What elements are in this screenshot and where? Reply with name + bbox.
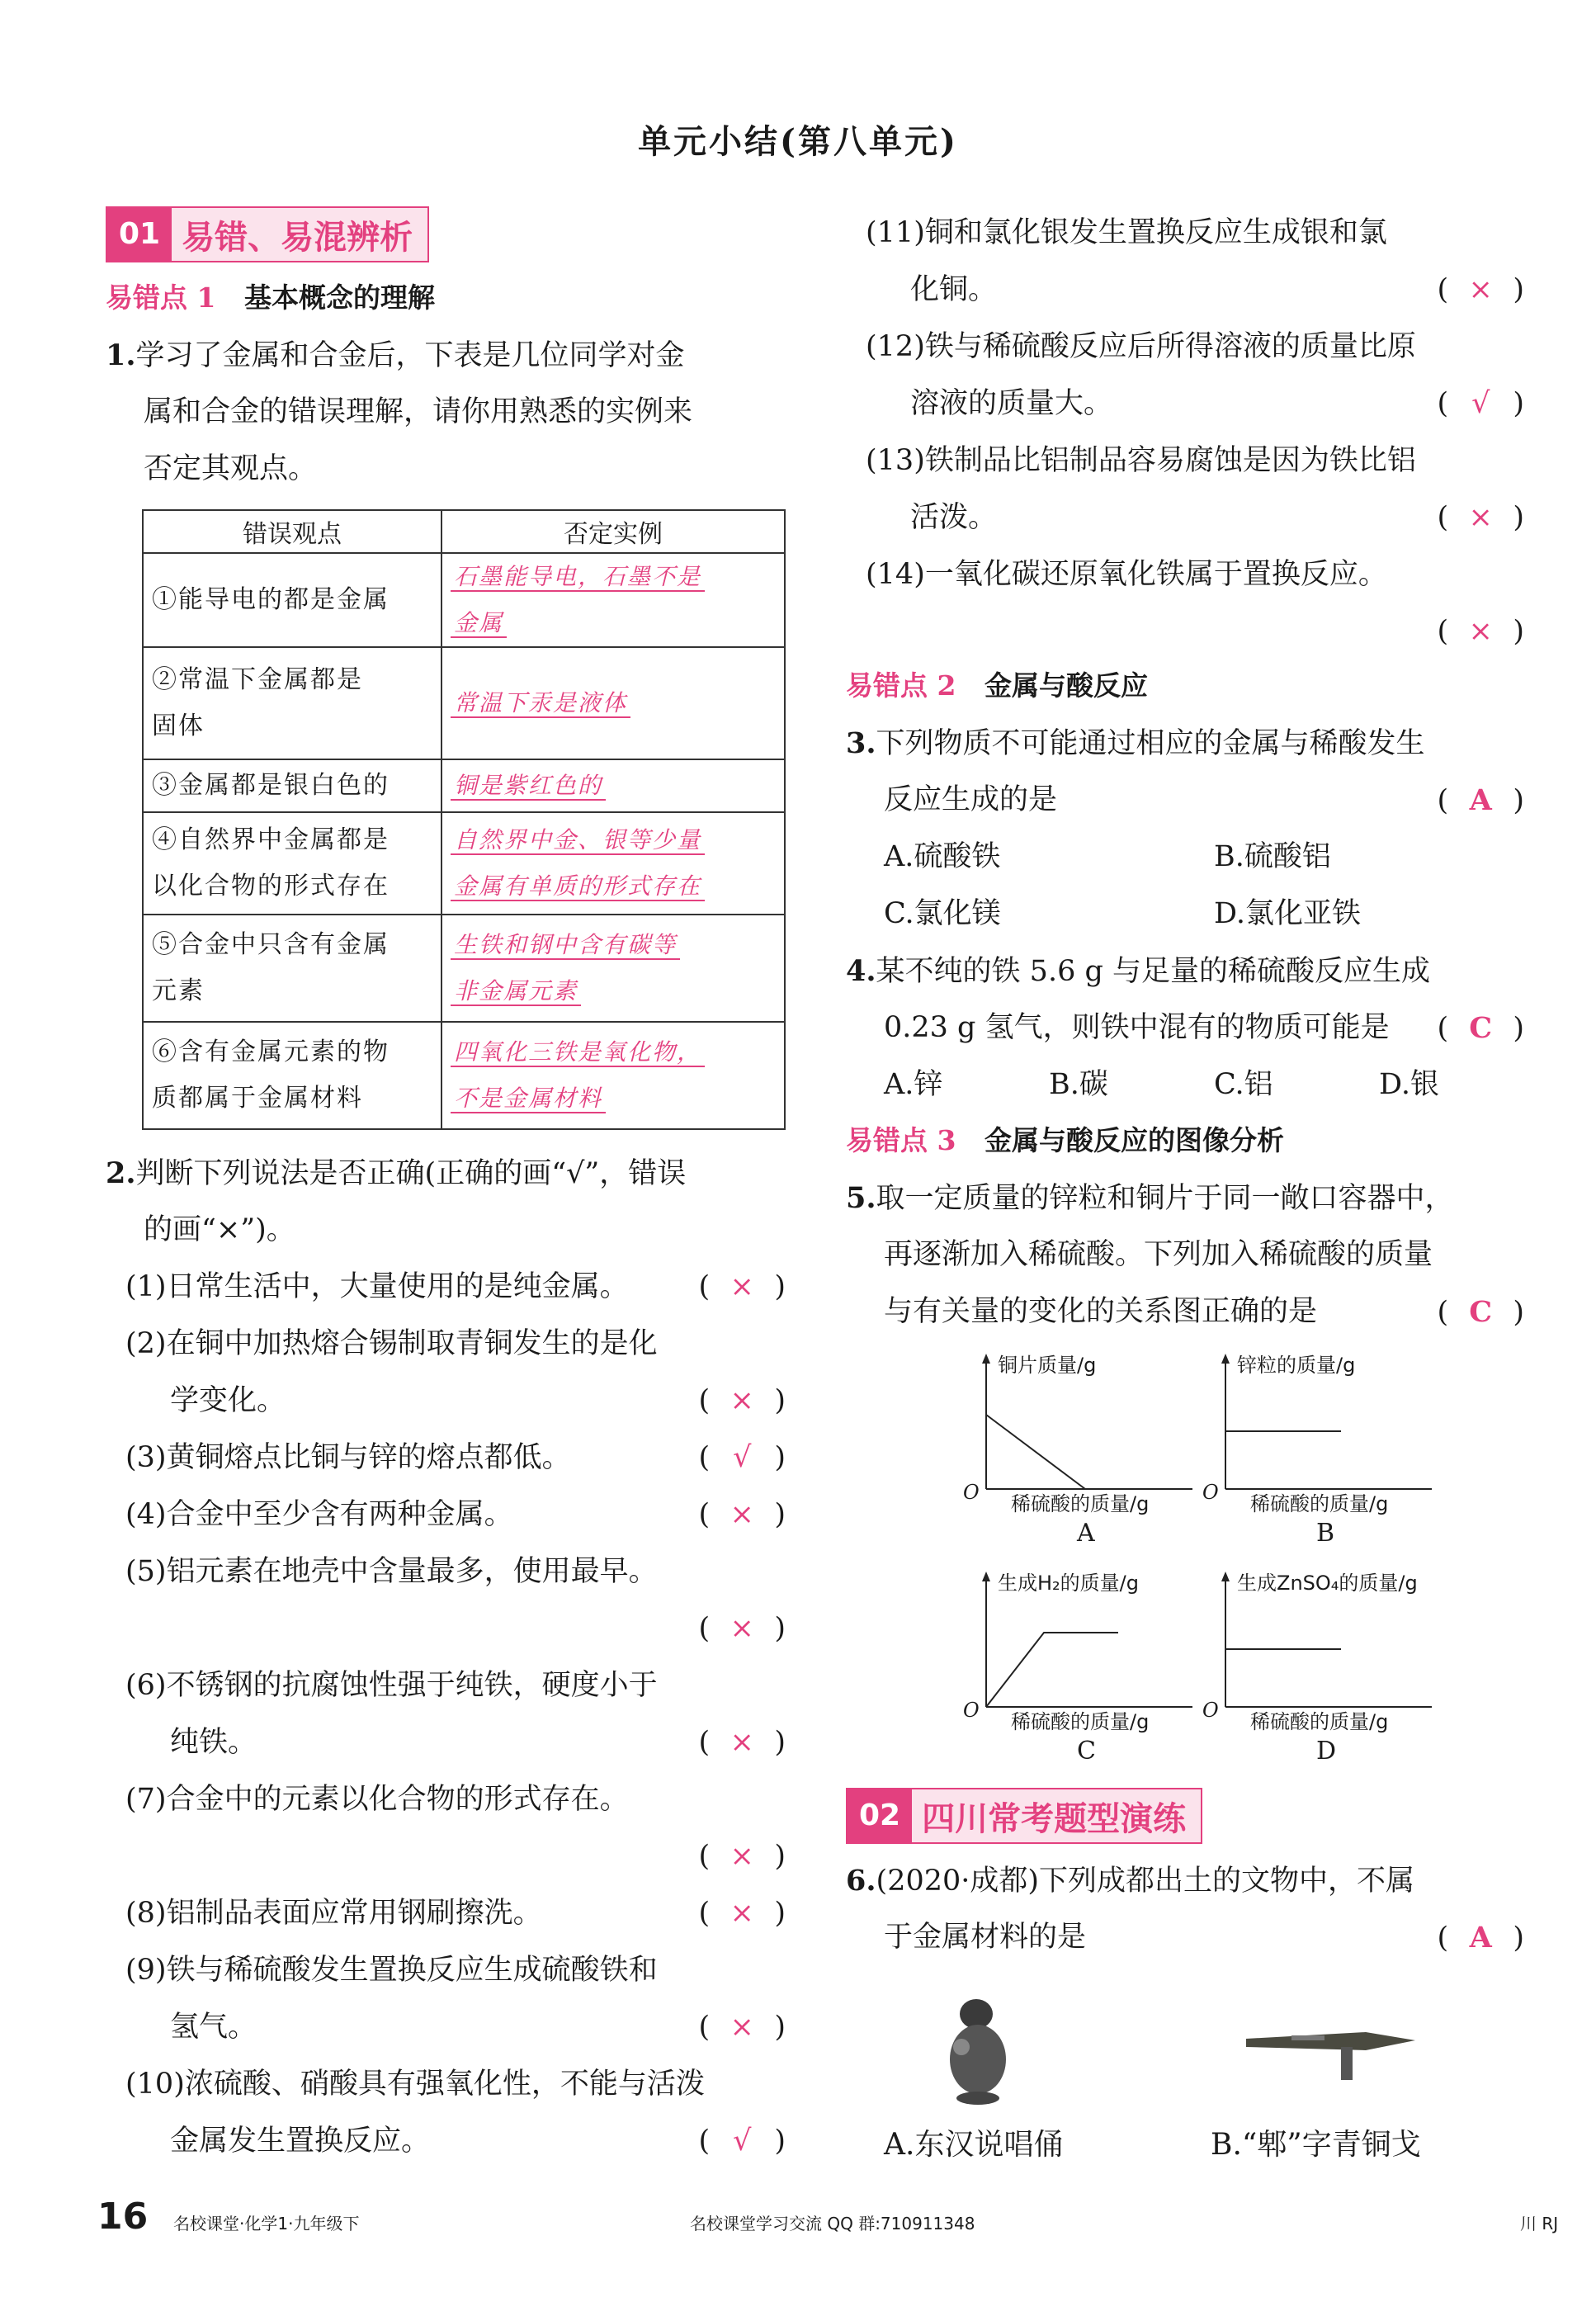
statement-line [106,1487,791,1543]
question-text-line: 反应生成的是 [884,783,1058,816]
statement-line [106,1885,791,1942]
bronze-dagger-image [1242,2022,1424,2088]
statement-line [106,1828,791,1885]
option: A.硫酸铁 [884,840,1001,873]
graph-option-label: A [1077,1519,1095,1548]
judgement-mark: × [1468,273,1493,306]
answer-letter: C [1469,1011,1493,1045]
question-number: 2. [106,1156,136,1190]
statement-text: (14)一氧化碳还原氧化铁属于置换反应。 [866,558,1387,591]
footer-right: 川 RJ [1520,2214,1559,2234]
answer-letter: A [1469,1921,1492,1955]
statement-text: 氢气。 [170,2011,257,2044]
statement-line [106,1430,791,1487]
error-point-tag: 易错点 3 [846,1124,956,1156]
option: C.铝 [1214,1068,1273,1101]
question-text-line: 学习了金属和合金后，下表是几位同学对金 [135,339,685,372]
graph-option-label: B [1316,1519,1335,1548]
question-3 [846,715,1529,943]
answer-parens: ( × ) [698,1373,786,1430]
graph-option-label: D [1316,1737,1337,1766]
answer-parens: ( A ) [1437,772,1524,830]
answer-text: 不是金属材料 [451,1085,606,1113]
section-title: 易错、易混辨析 [182,217,413,257]
graph-c [963,1567,1242,1773]
statement-line [106,2056,791,2113]
answer-parens: ( C ) [1437,1000,1524,1057]
statement-text: (8)铝制品表面应常用钢刷擦洗。 [125,1897,542,1930]
question-2 [106,1145,791,1259]
counter-example-cell [441,759,785,812]
cell-text: 元素 [152,976,205,1005]
wrong-view-cell [143,915,441,1022]
cell-text: ①能导电的都是金属 [152,585,390,614]
question-number: 3. [846,726,876,760]
statement-text: (6)不锈钢的抗腐蚀性强于纯铁，硬度小于 [125,1669,658,1702]
graph-d [1202,1567,1481,1773]
answer-parens: ( A ) [1437,1909,1524,1967]
error-point-tag: 易错点 1 [106,281,216,314]
table-row [143,553,785,647]
question-text-line: (2020·成都)下列成都出土的文物中，不属 [876,1865,1415,1898]
answer-text: 四氧化三铁是氧化物， [451,1038,705,1067]
statement-line [846,433,1529,489]
statement-line [846,262,1529,319]
true-false-list-continued [846,205,1529,660]
statement-text: (3)黄铜熔点比铜与锌的熔点都低。 [125,1441,571,1474]
counter-example-cell [441,553,785,647]
y-axis-label: 铜片质量/g [998,1354,1097,1377]
statement-text: (1)日常生活中，大量使用的是纯金属。 [125,1270,629,1303]
statement-text: (7)合金中的元素以化合物的形式存在。 [125,1783,629,1816]
statement-line [846,205,1529,262]
section-title: 四川常考题型演练 [922,1799,1187,1838]
section-badge-01 [106,206,429,262]
question-5 [846,1170,1529,1340]
question-stem-end [846,1283,1529,1340]
question-number: 1. [106,338,136,372]
true-false-list [106,1259,791,2170]
question-text-line: 判断下列说法是否正确(正确的画“√”，错误 [135,1157,687,1190]
section-number: 02 [848,1789,912,1842]
question-text-line: 属和合金的错误理解，请你用熟悉的实例来 [144,395,693,428]
answer-parens: ( × ) [1437,489,1524,546]
y-axis-arrow [1221,1354,1230,1364]
question-stem-end [846,772,1529,829]
table-row [143,915,785,1022]
answer-parens: ( × ) [698,1828,786,1885]
answer-parens: ( × ) [698,1600,786,1657]
answer-letter: C [1469,1295,1493,1329]
origin-label: O [963,1699,980,1722]
option: D.银 [1379,1068,1439,1101]
statement-text: (10)浓硫酸、硝酸具有强氧化性，不能与活泼 [125,2068,705,2101]
wrong-view-cell [143,553,441,647]
judgement-mark: × [730,1726,754,1759]
figurine-image [928,1989,1027,2105]
statement-line [106,1259,791,1316]
table-header: 错误观点 [143,510,441,553]
option: D.氯化亚铁 [1214,897,1361,930]
statement-text: 纯铁。 [170,1726,257,1759]
statement-line [106,1657,791,1714]
judgement-mark: × [730,1270,754,1303]
question-number: 4. [846,954,876,988]
question-text-line: 否定其观点。 [144,452,318,485]
answer-text: 金属有单质的形式存在 [451,872,705,901]
answer-text: 生铁和钢中含有碳等 [451,931,680,960]
option: C.氯化镁 [884,897,1001,930]
question-text-line: 于金属材料的是 [884,1921,1087,1954]
judgement-mark: √ [733,2125,752,2158]
statement-text: 学变化。 [170,1384,286,1417]
error-point-heading [846,665,1529,707]
table-row [143,759,785,812]
question-text-line: 下列物质不可能通过相应的金属与稀酸发生 [876,727,1425,760]
question-number: 6. [846,1864,876,1898]
cell-text: ⑤合金中只含有金属 [152,930,390,959]
y-axis-arrow [982,1572,990,1581]
statement-text: (12)铁与稀硫酸反应后所得溶液的质量比原 [866,330,1416,363]
judgement-mark: √ [733,1441,752,1474]
x-axis-label: 稀硫酸的质量/g [1250,1710,1389,1733]
page-number: 16 [97,2196,149,2238]
statement-line [106,1316,791,1373]
question-1 [106,327,791,498]
cell-text: 固体 [152,711,205,740]
footer [0,2196,1596,2245]
x-axis-label: 稀硫酸的质量/g [1250,1492,1389,1515]
footer-center: 名校课堂学习交流 QQ 群:710911348 [690,2214,975,2234]
wrong-view-cell [143,647,441,759]
statement-line [846,489,1529,546]
statement-text: 金属发生置换反应。 [170,2125,431,2158]
y-axis-label: 锌粒的质量/g [1237,1354,1356,1377]
judgement-mark: × [730,1897,754,1930]
cell-text: ②常温下金属都是 [152,665,363,694]
statement-line [846,319,1529,376]
options-row [846,886,1529,943]
answer-text: 铜是紫红色的 [451,772,606,801]
statement-line [106,1999,791,2056]
statement-line [106,1771,791,1828]
graph-b [1202,1349,1481,1555]
graph-a [963,1349,1242,1555]
judgement-mark: × [730,2011,754,2044]
table-header-row [143,510,785,553]
statement-line [106,2113,791,2170]
origin-label: O [1202,1699,1219,1722]
data-line [986,1415,1085,1489]
answer-text: 自然界中金、银等少量 [451,826,705,855]
statement-line [106,1600,791,1657]
question-text-line: 某不纯的铁 5.6 g 与足量的稀硫酸反应生成 [876,955,1430,988]
statement-line [846,603,1529,660]
counter-example-cell [441,1022,785,1129]
cell-text: ⑥含有金属元素的物 [152,1038,390,1066]
question-4 [846,943,1529,1113]
table-header: 否定实例 [441,510,785,553]
question-stem-end [846,1909,1529,1966]
graph-option-label: C [1077,1737,1096,1766]
error-point-title: 金属与酸反应 [984,669,1148,702]
options-row [846,829,1529,886]
error-point-heading [106,277,791,319]
x-axis-label: 稀硫酸的质量/g [1011,1492,1150,1515]
answer-parens: ( × ) [1437,262,1524,319]
answer-parens: ( × ) [698,1999,786,2056]
artifact-option: B.“郫”字青铜戈 [1211,2128,1421,2162]
statement-text: (4)合金中至少含有两种金属。 [125,1498,513,1531]
table-row [143,812,785,915]
error-point-title: 金属与酸反应的图像分析 [984,1124,1284,1156]
wrong-view-cell [143,812,441,915]
cell-text: 质都属于金属材料 [152,1084,363,1113]
statement-line [846,376,1529,433]
statement-text: (5)铝元素在地壳中含量最多，使用最早。 [125,1555,658,1588]
error-point-heading [846,1120,1529,1161]
statement-line [106,1942,791,1999]
page-title: 单元小结(第八单元) [638,122,958,161]
statement-text: 活泼。 [910,501,998,534]
answer-parens: ( √ ) [698,2113,786,2170]
judgement-mark: × [730,1840,754,1873]
question-text-line: 0.23 g 氢气，则铁中混有的物质可能是 [884,1011,1390,1044]
judgement-mark: × [730,1384,754,1417]
answer-parens: ( √ ) [1437,376,1524,433]
error-point-tag: 易错点 2 [846,669,956,702]
cell-text: 以化合物的形式存在 [152,872,390,901]
section-badge-02 [846,1788,1202,1844]
statement-line [106,1714,791,1771]
counter-example-cell [441,647,785,759]
wrong-view-cell [143,759,441,812]
statement-text: 溶液的质量大。 [910,387,1113,420]
artifact-images [846,1989,1529,2179]
origin-label: O [963,1481,980,1504]
table-row [143,647,785,759]
options-row [846,1057,1529,1113]
judgement-mark: × [730,1498,754,1531]
data-line [986,1633,1118,1707]
statement-text: (13)铁制品比铝制品容易腐蚀是因为铁比铝 [866,444,1416,477]
answer-text: 非金属元素 [451,977,581,1006]
table-row [143,1022,785,1129]
statement-line [106,1373,791,1430]
y-axis-label: 生成ZnSO₄的质量/g [1237,1572,1418,1595]
answer-text: 金属 [451,609,507,638]
option: A.锌 [884,1068,943,1101]
question-6 [846,1852,1529,1966]
graph-options [846,1349,1529,1778]
judgement-mark: × [1468,615,1493,648]
answer-text: 常温下汞是液体 [451,689,630,718]
wrong-view-cell [143,1022,441,1129]
question-text-line: 的画“×”)。 [144,1213,295,1246]
error-point-title: 基本概念的理解 [243,281,435,314]
answer-text: 石墨能导电，石墨不是 [451,563,705,592]
answer-parens: ( √ ) [698,1430,786,1487]
left-column [106,206,791,2170]
origin-label: O [1202,1481,1219,1504]
question-stem-end [846,1000,1529,1057]
question-text-line: 取一定质量的锌粒和铜片于同一敞口容器中， [876,1182,1454,1215]
judgement-mark: √ [1471,387,1490,420]
answer-parens: ( C ) [1437,1283,1524,1341]
option: B.硫酸铝 [1214,840,1331,873]
section-number: 01 [107,208,172,261]
answer-parens: ( × ) [1437,603,1524,660]
counter-example-cell [441,812,785,915]
answer-parens: ( × ) [698,1885,786,1942]
statement-text: 化铜。 [910,273,998,306]
judgement-mark: × [730,1612,754,1645]
y-axis-label: 生成H₂的质量/g [998,1572,1139,1595]
answer-letter: A [1469,783,1492,817]
cell-text: ③金属都是银白色的 [152,771,390,800]
artifact-option: A.东汉说唱俑 [884,2128,1064,2162]
question-text-line: 与有关量的变化的关系图正确的是 [884,1295,1318,1328]
statement-text: (2)在铜中加热熔合锡制取青铜发生的是化 [125,1327,658,1360]
y-axis-arrow [1221,1572,1230,1581]
misconception-table [142,509,786,1130]
option: B.碳 [1049,1068,1108,1101]
statement-text: (9)铁与稀硫酸发生置换反应生成硫酸铁和 [125,1954,658,1987]
right-column [846,205,1529,2179]
y-axis-arrow [982,1354,990,1364]
statement-line [846,546,1529,603]
question-text-line: 再逐渐加入稀硫酸。下列加入稀硫酸的质量 [884,1238,1433,1271]
cell-text: ④自然界中金属都是 [152,825,390,854]
statement-line [106,1543,791,1600]
statement-text: (11)铜和氯化银发生置换反应生成银和氯 [866,216,1387,249]
judgement-mark: × [1468,501,1493,534]
answer-parens: ( × ) [698,1714,786,1771]
answer-parens: ( × ) [698,1487,786,1543]
footer-left: 名校课堂·化学1·九年级下 [173,2214,360,2234]
answer-parens: ( × ) [698,1259,786,1316]
counter-example-cell [441,915,785,1022]
x-axis-label: 稀硫酸的质量/g [1011,1710,1150,1733]
question-number: 5. [846,1181,876,1215]
